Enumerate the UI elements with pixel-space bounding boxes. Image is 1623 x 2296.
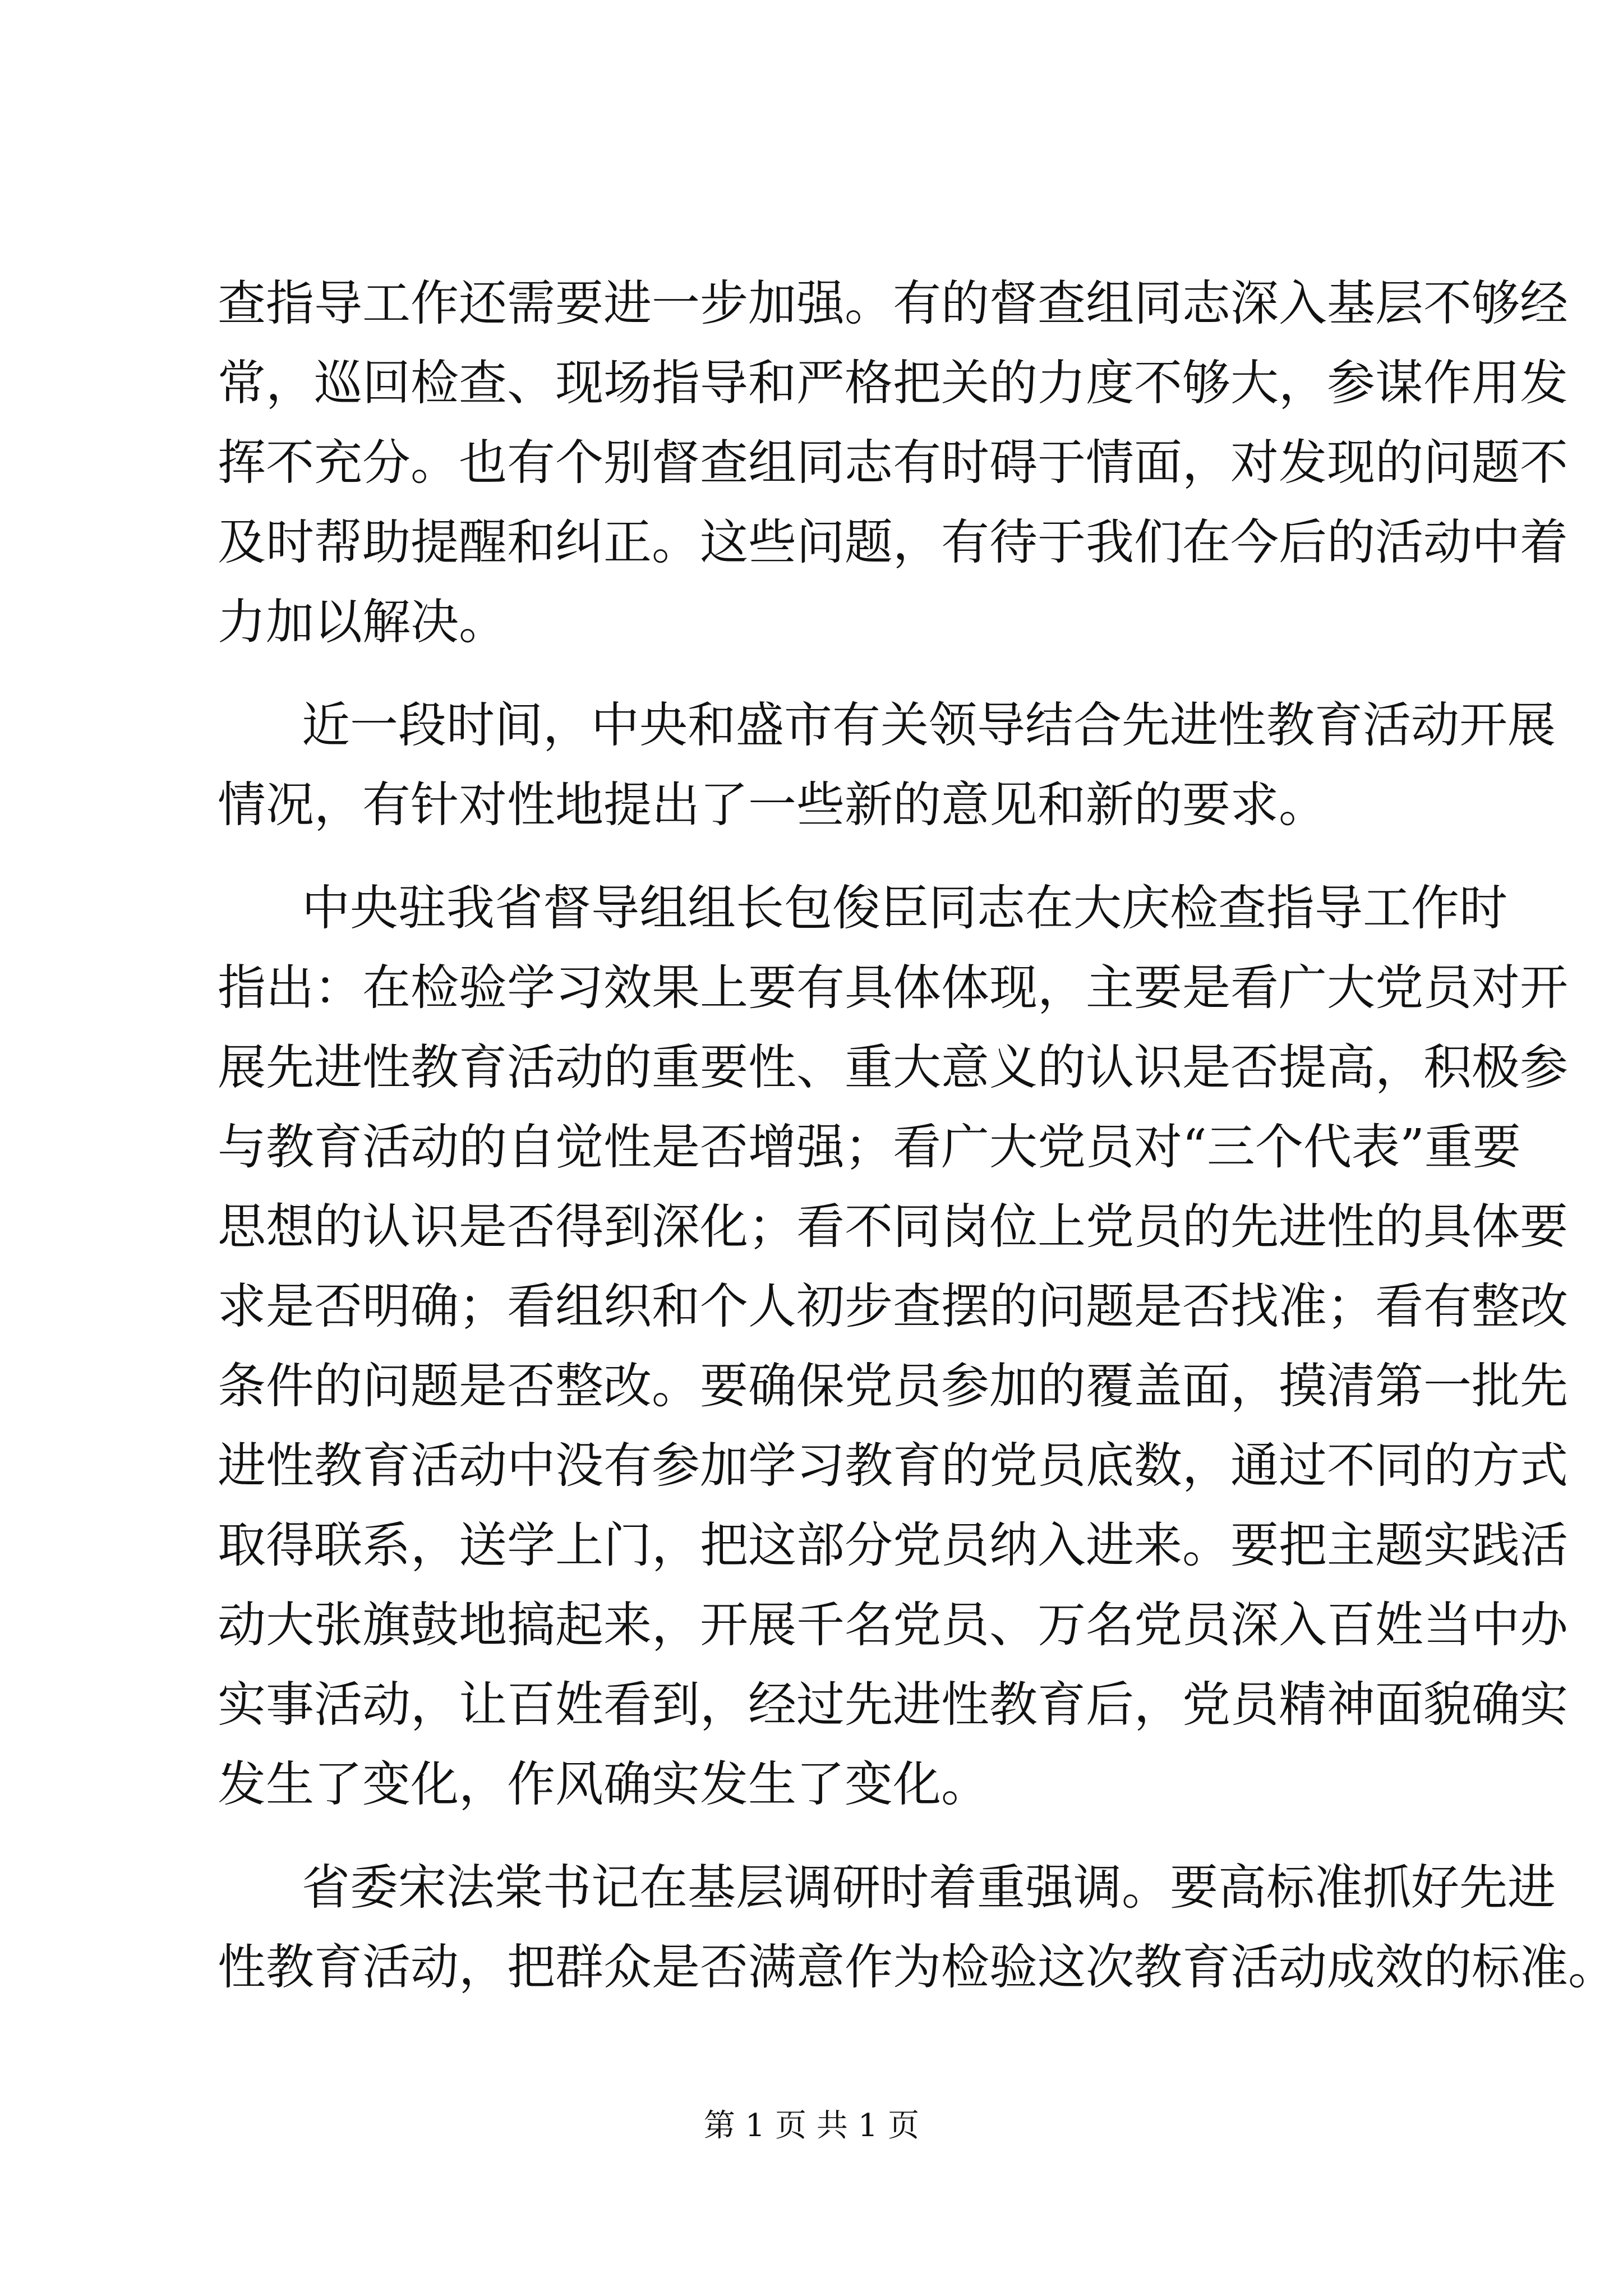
paragraph [218,264,1568,662]
text-line: 进性教育活动中没有参加学习教育的党员底数，通过不同的方式 [218,1438,1568,1494]
document-body [218,264,1616,2007]
text-line: 情况，有针对性地提出了一些新的意见和新的要求。 [218,777,1327,833]
text-line: 动大张旗鼓地搞起来，开展千名党员、万名党员深入百姓当中办 [218,1597,1568,1653]
page-footer [0,2104,1623,2148]
text-line: 与教育活动的自觉性是否增强；看广大党员对“三个代表”重要 [218,1119,1521,1175]
text-line: 思想的认识是否得到深化；看不同岗位上党员的先进性的具体要 [218,1199,1568,1255]
text-line: 及时帮助提醒和纠正。这些问题，有待于我们在今后的活动中着 [218,514,1568,570]
text-line: 展先进性教育活动的重要性、重大意义的认识是否提高，积极参 [218,1039,1568,1096]
text-line: 条件的问题是否整改。要确保党员参加的覆盖面，摸清第一批先 [218,1358,1568,1414]
text-line: 近一段时间，中央和盛市有关领导结合先进性教育活动开展 [302,697,1556,753]
paragraph [218,1848,1616,2007]
page-number-label: 第 1 页 共 1 页 [703,2108,920,2144]
text-line: 常，巡回检查、现场指导和严格把关的力度不够大，参谋作用发 [218,355,1568,411]
text-line: 挥不充分。也有个别督查组同志有时碍于情面，对发现的问题不 [218,435,1568,491]
paragraph [218,685,1556,845]
text-line: 发生了变化，作风确实发生了变化。 [218,1756,989,1812]
text-line: 中央驻我省督导组组长包俊臣同志在大庆检查指导工作时 [302,880,1507,936]
paragraph [218,868,1568,1824]
text-line: 性教育活动，把群众是否满意作为检验这次教育活动成效的标准。 [218,1939,1616,1995]
text-line: 省委宋法棠书记在基层调研时着重强调。要高标准抓好先进 [302,1860,1556,1916]
text-line: 实事活动，让百姓看到，经过先进性教育后，党员精神面貌确实 [218,1677,1568,1733]
text-line: 求是否明确；看组织和个人初步查摆的问题是否找准；看有整改 [218,1278,1568,1335]
text-line: 查指导工作还需要进一步加强。有的督查组同志深入基层不够经 [218,275,1568,332]
text-line: 力加以解决。 [218,594,507,650]
text-line: 指出：在检验学习效果上要有具体体现，主要是看广大党员对开 [218,960,1568,1016]
text-line: 取得联系，送学上门，把这部分党员纳入进来。要把主题实践活 [218,1517,1568,1573]
